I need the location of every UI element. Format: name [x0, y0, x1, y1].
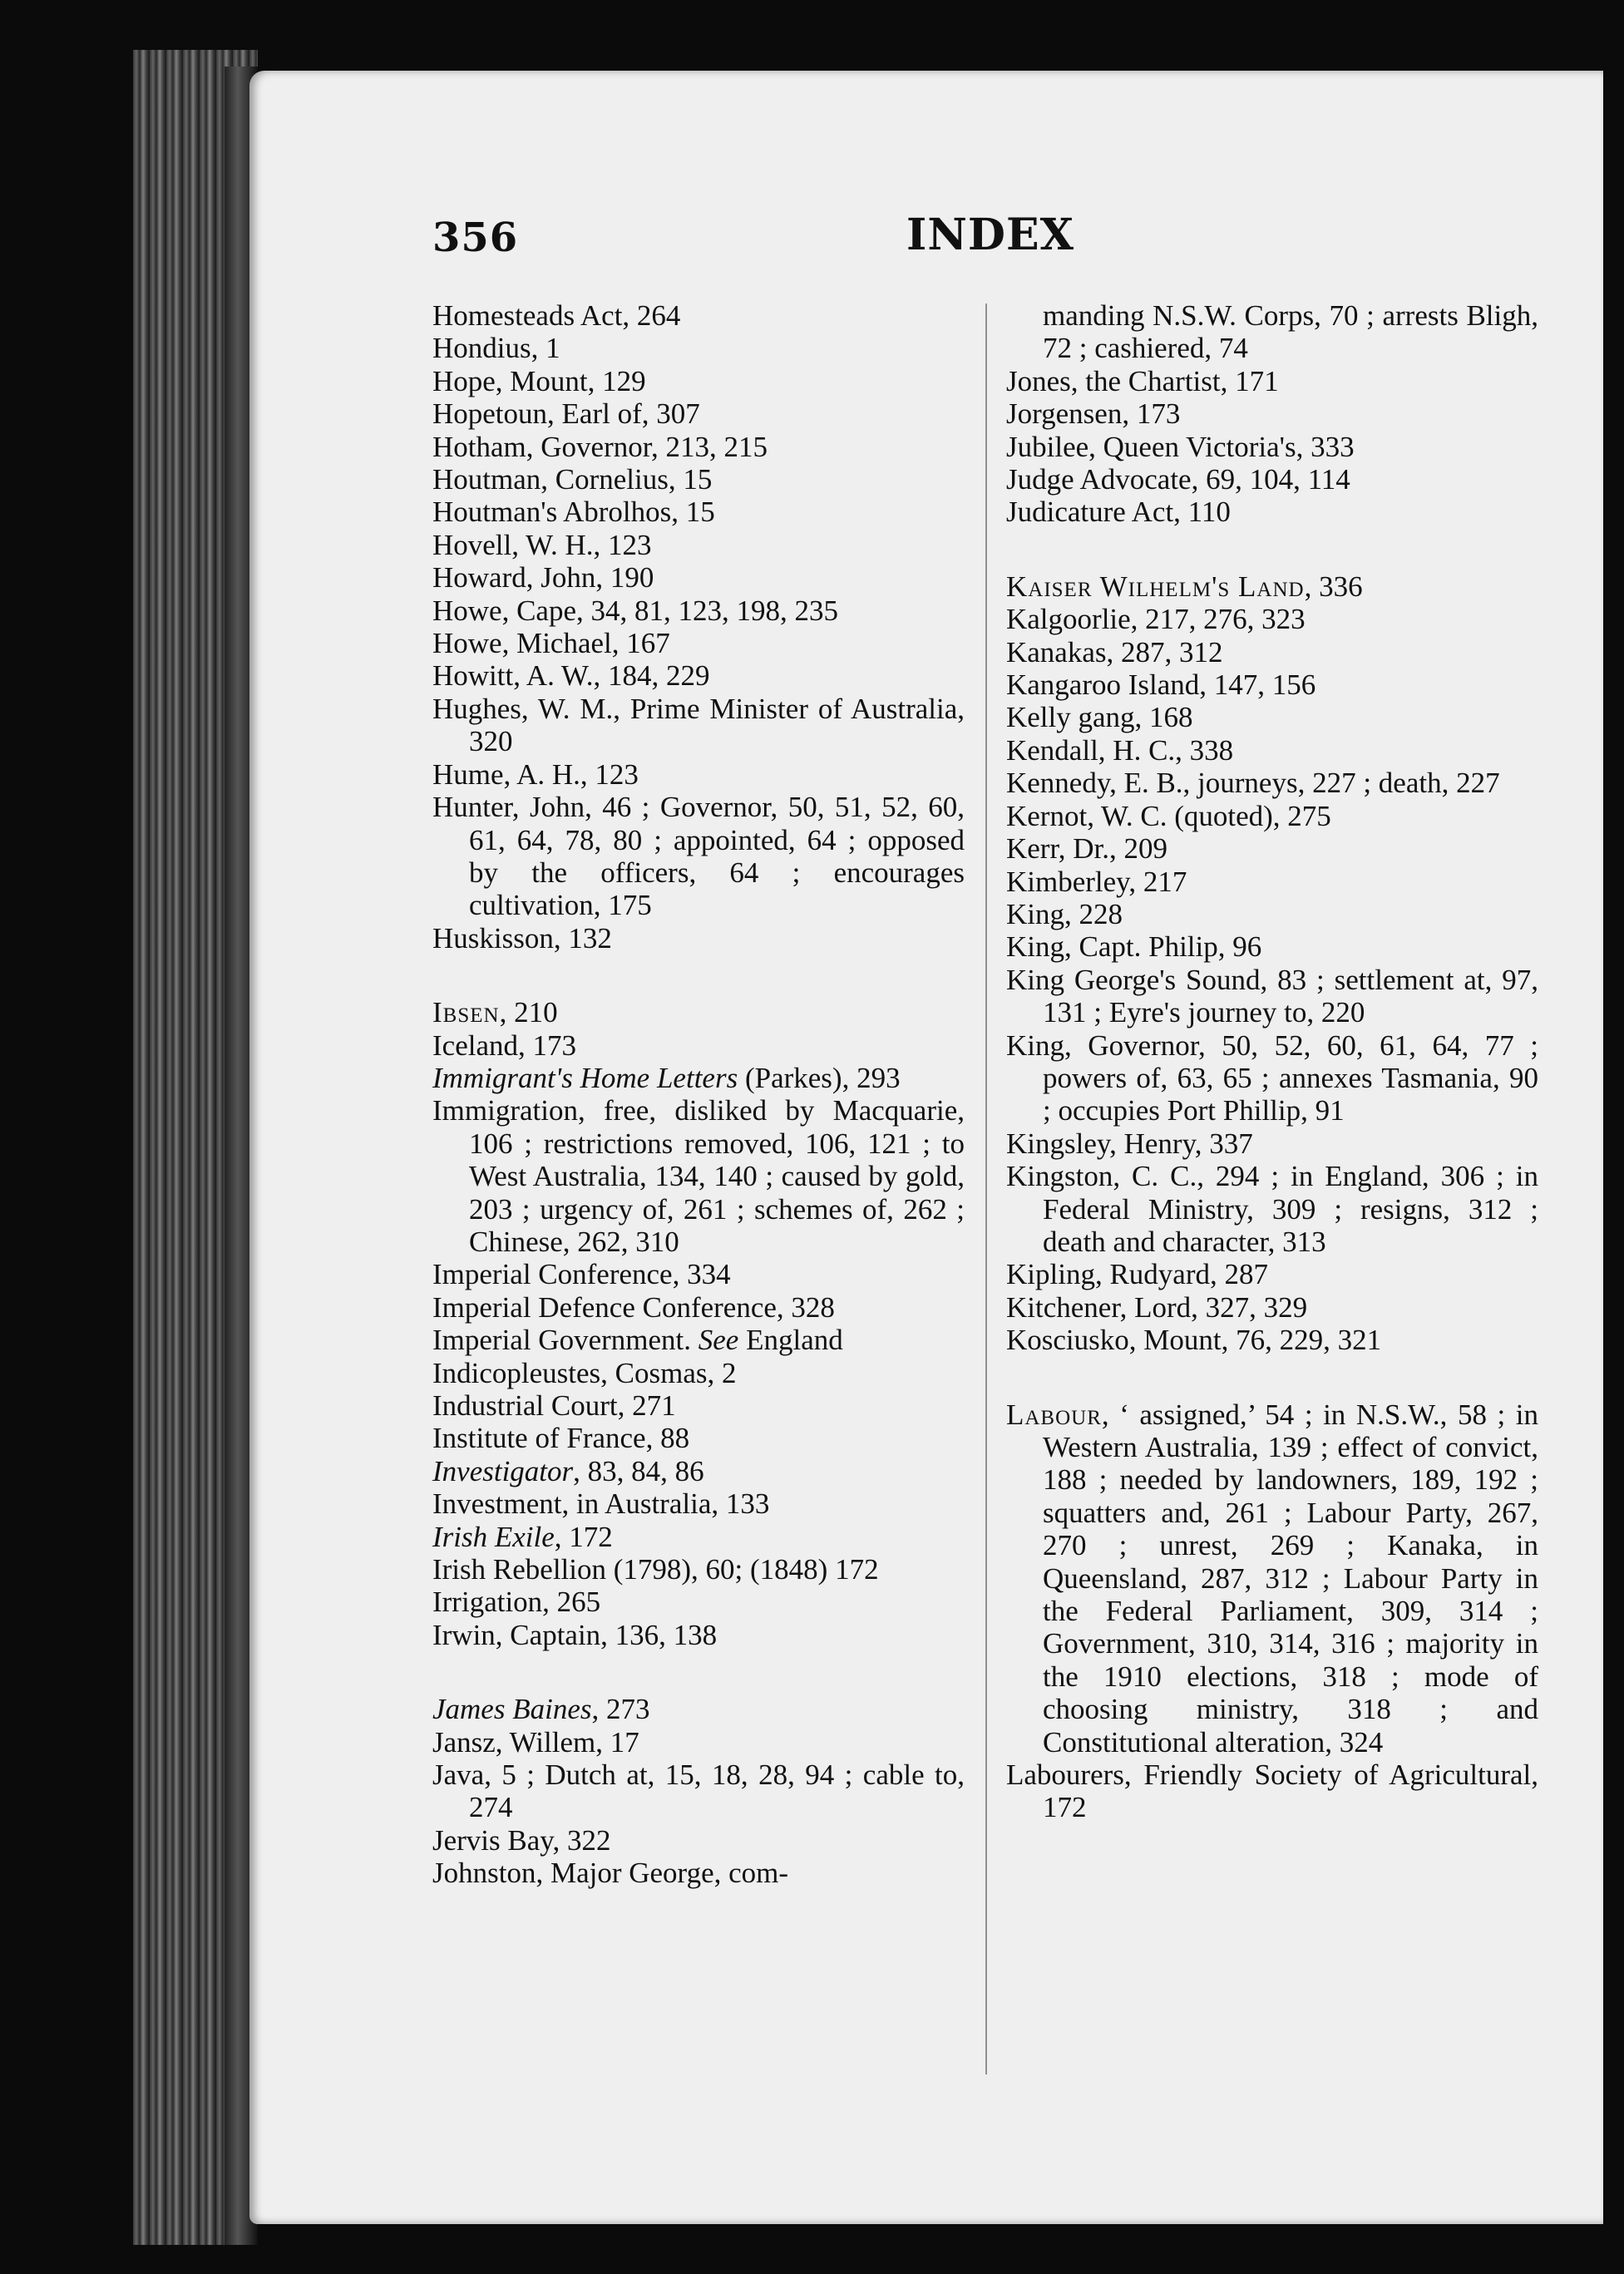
index-entry-text: Howard, John, 190: [432, 561, 654, 594]
index-entry-heading: Immigrant's Home Letters: [432, 1061, 738, 1094]
index-entry: [432, 1487, 965, 1520]
index-entry-text: (Parkes), 293: [738, 1061, 901, 1094]
index-entry-text: Jubilee, Queen Victoria's, 333: [1006, 430, 1355, 463]
index-entry-text: Kalgoorlie, 217, 276, 323: [1006, 603, 1306, 636]
index-entry: [432, 594, 965, 627]
index-entry-text: Hughes, W. M., Prime Minister of Australia, 320: [432, 692, 965, 758]
index-entry: [432, 365, 965, 397]
index-entry-text: Irish Rebellion (1798), 60; (1848) 172: [432, 1553, 879, 1586]
index-entry-text: Indicopleustes, Cosmas, 2: [432, 1356, 737, 1389]
page-title: INDEX: [906, 210, 1074, 260]
index-entry: [1006, 431, 1538, 463]
index-entry-text: , 83, 84, 86: [573, 1454, 704, 1487]
index-entry: [432, 1324, 965, 1356]
index-entry-text: Hope, Mount, 129: [432, 364, 646, 397]
index-entry-text: Hume, A. H., 123: [432, 757, 639, 791]
index-entry: [432, 1357, 965, 1389]
index-entry-text: Jorgensen, 173: [1006, 397, 1181, 431]
index-entry-text: , ‘ assigned,’ 54 ; in N.S.W., 58 ; in Western Australia, 139 ; effect of convict, 188 ; needed by landowners, 189, 192 ; squatters and, 261 ; Labour Party, 267, 270 ; unrest, 269 ; Kanaka, in Queensland, 287, 312 ; Labour Party in the Federal Parliament, 309, 314 ; Government, 310, 314, 316 ; majority in the 1910 elections, 318 ; mode of choosing ministry, 318 ; and Constitutional alteration, 324: [1043, 1398, 1538, 1759]
index-entry-text: Java, 5 ; Dutch at, 15, 18, 28, 94 ; cable to, 274: [432, 1759, 965, 1824]
index-entry: [1006, 365, 1538, 397]
index-entry-heading: Kaiser Wilhelm's Land: [1006, 570, 1305, 603]
index-entry: [1006, 1324, 1538, 1356]
index-entry-text: , 210: [499, 996, 558, 1029]
index-entry-text: Imperial Conference, 334: [432, 1258, 731, 1291]
index-entry-see-target: England: [738, 1324, 843, 1357]
index-entry: [1006, 866, 1538, 898]
index-entry-text: Kendall, H. C., 338: [1006, 733, 1234, 767]
index-entry-text: Kitchener, Lord, 327, 329: [1006, 1290, 1308, 1324]
index-entry-text: Kanakas, 287, 312: [1006, 635, 1223, 668]
index-entry: [1006, 570, 1538, 603]
index-entry-text: Industrial Court, 271: [432, 1389, 676, 1422]
index-column-right: [1006, 299, 1538, 1824]
index-entry-text: Judge Advocate, 69, 104, 114: [1006, 463, 1350, 496]
index-entry: [1006, 463, 1538, 496]
index-entry-text: Labourers, Friendly Society of Agricultural, 172: [1006, 1759, 1538, 1824]
index-entry: [432, 1389, 965, 1422]
index-entry: [432, 561, 965, 594]
index-entry: [1006, 964, 1538, 1029]
index-entry: [432, 1422, 965, 1454]
index-entry-text: Hunter, John, 46 ; Governor, 50, 51, 52, 60, 61, 64, 78, 80 ; appointed, 64 ; opposed by the officers, 64 ; encourages cultivation, 175: [432, 791, 965, 922]
page-number: 356: [432, 215, 519, 261]
index-column-left: [432, 299, 965, 1890]
index-entry-text: Imperial Defence Conference, 328: [432, 1290, 835, 1324]
index-entry: [1006, 668, 1538, 701]
index-entry: [1006, 734, 1538, 767]
index-entry-text: Jervis Bay, 322: [432, 1823, 611, 1857]
index-entry-text: , 172: [554, 1520, 613, 1553]
index-entry-text: Investment, in Australia, 133: [432, 1487, 770, 1521]
index-entry-text: King, Capt. Philip, 96: [1006, 930, 1262, 964]
index-entry-text: King, Governor, 50, 52, 60, 61, 64, 77 ; powers of, 63, 65 ; annexes Tasmania, 90 ; occupies Port Phillip, 91: [1006, 1028, 1538, 1127]
index-entry-text: , 336: [1304, 570, 1363, 603]
index-entry-text: Hondius, 1: [432, 332, 560, 365]
index-entry-text: Kernot, W. C. (quoted), 275: [1006, 799, 1331, 832]
index-entry: [432, 1291, 965, 1324]
index-entry: [1006, 701, 1538, 733]
index-entry: [432, 791, 965, 922]
index-entry-text: Houtman's Abrolhos, 15: [432, 496, 715, 529]
index-entry: [1006, 832, 1538, 865]
index-entry-text: Irwin, Captain, 136, 138: [432, 1618, 718, 1651]
index-entry-see-reference: See: [698, 1324, 739, 1357]
index-entry-text: Houtman, Cornelius, 15: [432, 463, 713, 496]
index-entry: [1006, 930, 1538, 963]
index-entry: [432, 693, 965, 758]
index-entry: [432, 1619, 965, 1651]
index-entry: [432, 1726, 965, 1759]
index-entry: [432, 1062, 965, 1094]
index-entry-text: Kingston, C. C., 294 ; in England, 306 ; in Federal Ministry, 309 ; resigns, 312 ; death and character, 313: [1006, 1160, 1538, 1258]
index-entry-text: Kipling, Rudyard, 287: [1006, 1258, 1268, 1291]
index-entry: [432, 431, 965, 463]
index-entry-text: Iceland, 173: [432, 1028, 576, 1062]
index-entry: [432, 1586, 965, 1618]
index-entry: [1006, 299, 1538, 365]
index-entry-text: Kelly gang, 168: [1006, 701, 1193, 734]
index-entry: [432, 1759, 965, 1824]
index-entry-text: Jansz, Willem, 17: [432, 1725, 639, 1759]
index-entry: [432, 529, 965, 561]
index-entry-text: Kangaroo Island, 147, 156: [1006, 668, 1316, 702]
index-entry: [1006, 1258, 1538, 1290]
index-entry-text: , 273: [591, 1693, 650, 1726]
index-entry: [1006, 636, 1538, 668]
index-entry-text: Kerr, Dr., 209: [1006, 832, 1167, 866]
letter-group-gap: [1006, 1357, 1538, 1398]
index-entry: [432, 299, 965, 332]
index-entry-heading: James Baines: [432, 1693, 592, 1726]
index-entry: [432, 1521, 965, 1553]
index-entry: [432, 659, 965, 692]
index-entry-text: Immigration, free, disliked by Macquarie, 106 ; restrictions removed, 106, 121 ; to West Australia, 134, 140 ; caused by gold, 203 ; urgency of, 261 ; schemes of, 262 ; Chinese, 262, 310: [432, 1094, 965, 1258]
index-entry-text: King, 228: [1006, 897, 1123, 930]
column-divider: [985, 303, 987, 2074]
index-entry: [1006, 1759, 1538, 1824]
index-entry: [432, 1824, 965, 1857]
index-entry-text: King George's Sound, 83 ; settlement at, 97, 131 ; Eyre's journey to, 220: [1006, 963, 1538, 1029]
index-entry: [432, 1857, 965, 1889]
index-entry: [432, 397, 965, 430]
index-entry-text: Judicature Act, 110: [1006, 496, 1231, 529]
index-entry: [1006, 1127, 1538, 1160]
index-entry-heading: Ibsen: [432, 996, 500, 1029]
index-entry: [1006, 603, 1538, 635]
index-entry-text: Howe, Cape, 34, 81, 123, 198, 235: [432, 594, 839, 627]
index-entry-text: Hopetoun, Earl of, 307: [432, 397, 700, 431]
index-entry-text: Homesteads Act, 264: [432, 299, 681, 332]
index-entry-heading: Irish Exile: [432, 1520, 555, 1553]
index-entry: [432, 1029, 965, 1062]
index-entry: [432, 496, 965, 528]
index-entry-text: Hotham, Governor, 213, 215: [432, 430, 768, 463]
index-entry: [432, 1258, 965, 1290]
index-entry-text: manding N.S.W. Corps, 70 ; arrests Bligh, 72 ; cashiered, 74: [1043, 299, 1538, 365]
index-entry: [1006, 496, 1538, 528]
index-entry: [432, 996, 965, 1028]
index-entry-text: Hovell, W. H., 123: [432, 528, 652, 561]
index-entry: [432, 627, 965, 659]
index-entry-text: Huskisson, 132: [432, 921, 612, 954]
index-entry-text: Imperial Government.: [432, 1324, 692, 1357]
index-entry: [1006, 1160, 1538, 1258]
index-entry-text: Johnston, Major George, com-: [432, 1857, 789, 1890]
index-entry: [1006, 1029, 1538, 1127]
index-entry: [432, 1094, 965, 1258]
index-entry-text: Jones, the Chartist, 171: [1006, 364, 1279, 397]
index-entry: [432, 1553, 965, 1586]
index-entry-text: Irrigation, 265: [432, 1586, 601, 1619]
index-entry: [432, 1693, 965, 1725]
index-entry: [1006, 898, 1538, 930]
index-entry: [1006, 800, 1538, 832]
index-entry: [432, 758, 965, 791]
index-entry-text: Kosciusko, Mount, 76, 229, 321: [1006, 1324, 1382, 1357]
index-entry: [1006, 1398, 1538, 1759]
index-entry: [432, 922, 965, 954]
index-entry: [1006, 767, 1538, 799]
letter-group-gap: [432, 954, 965, 996]
index-entry-text: Institute of France, 88: [432, 1422, 690, 1455]
index-entry-text: Howe, Michael, 167: [432, 627, 670, 660]
index-entry: [432, 332, 965, 364]
index-entry: [1006, 1291, 1538, 1324]
index-entry-text: Kennedy, E. B., journeys, 227 ; death, 227: [1006, 767, 1500, 800]
index-entry-heading: Investigator: [432, 1454, 574, 1487]
letter-group-gap: [1006, 529, 1538, 570]
index-entry-heading: Labour: [1006, 1398, 1102, 1431]
letter-group-gap: [432, 1651, 965, 1693]
index-entry-text: Howitt, A. W., 184, 229: [432, 659, 710, 693]
index-entry-text: Kingsley, Henry, 337: [1006, 1127, 1253, 1160]
index-entry: [432, 1455, 965, 1487]
index-entry-text: Kimberley, 217: [1006, 865, 1187, 898]
index-entry: [1006, 397, 1538, 430]
index-entry: [432, 463, 965, 496]
